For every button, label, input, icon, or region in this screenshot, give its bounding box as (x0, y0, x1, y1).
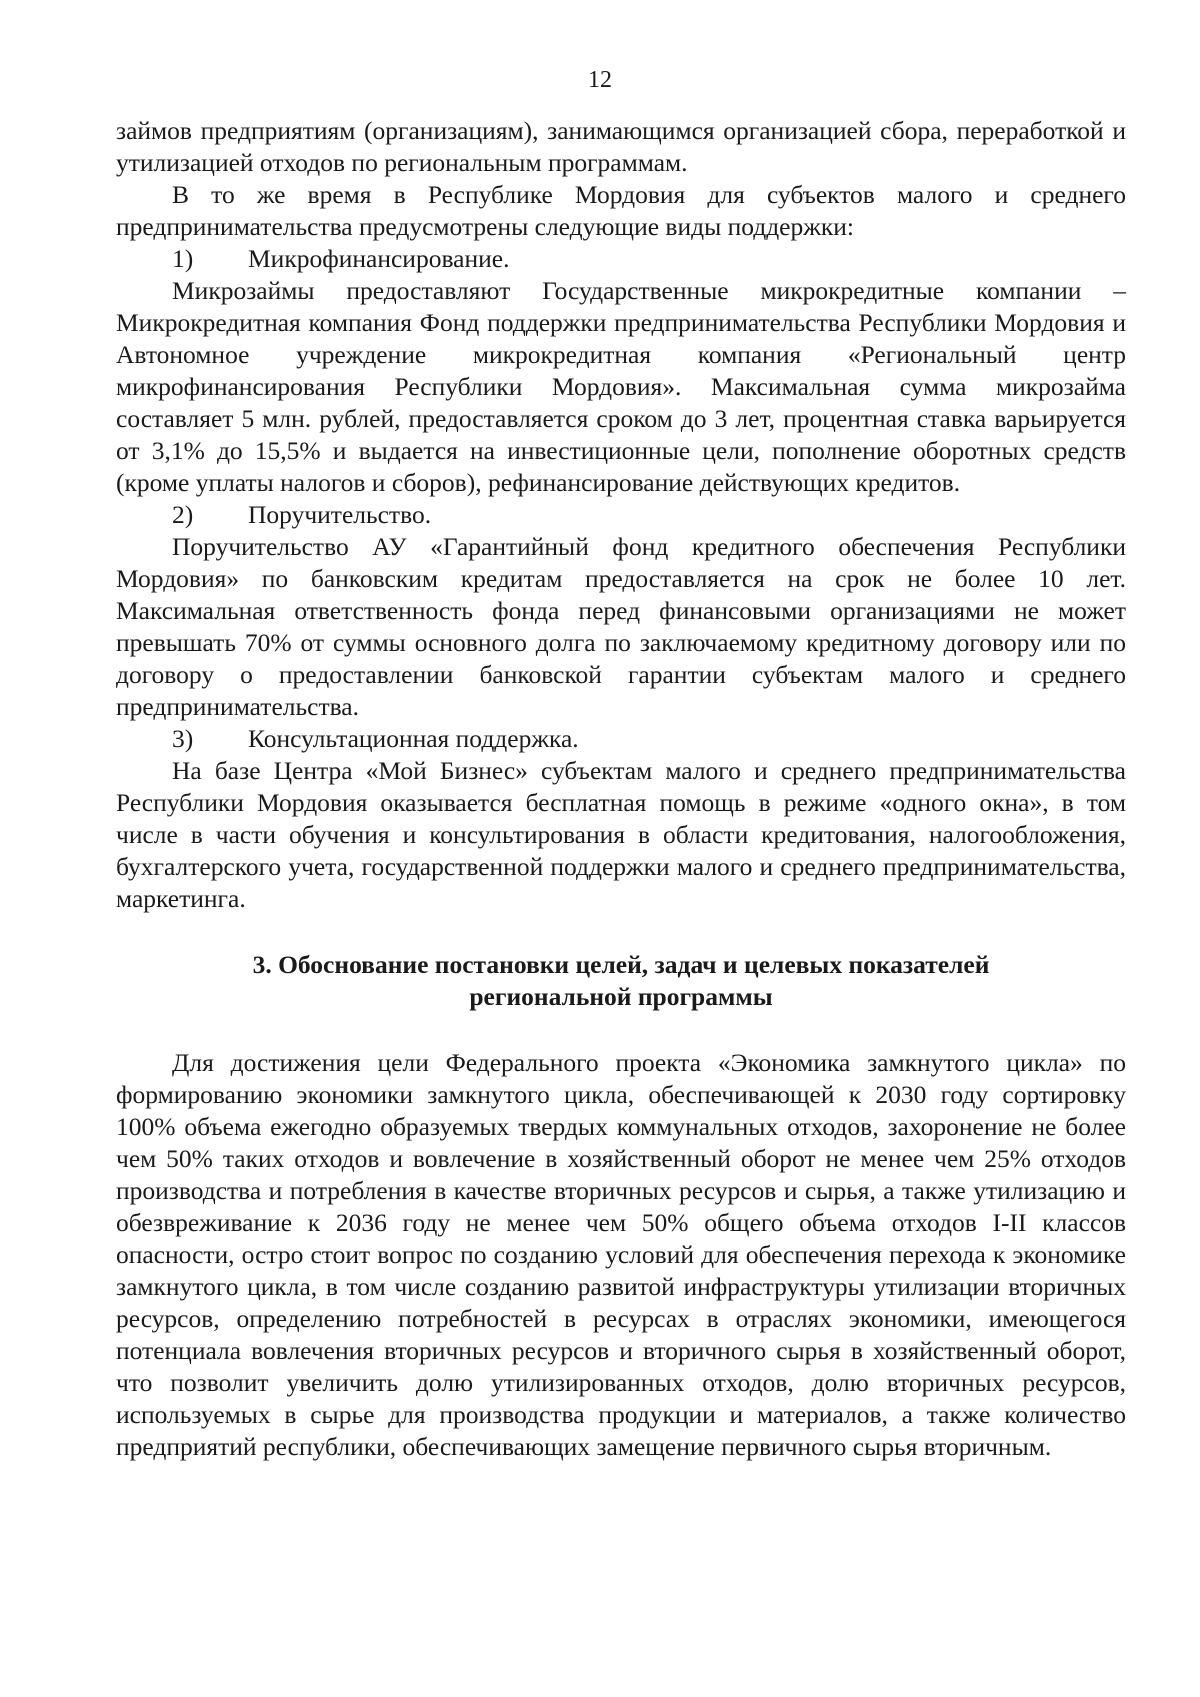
paragraph-support-intro: В то же время в Республике Мордовия для субъектов малого и среднего предпринимательства предусмотрены следующие виды поддержки: (116, 180, 1126, 241)
list-title: Поручительство. (248, 500, 432, 529)
support-item-1-header (116, 243, 1126, 275)
support-item-3-header (116, 723, 1126, 755)
list-number: 1) (172, 244, 194, 273)
list-title: Консультационная поддержка. (248, 724, 579, 753)
section-heading-line-1: 3. Обоснование постановки целей, задач и целевых показателей (252, 950, 990, 979)
paragraph-continuation: займов предприятиям (организациям), занимающимся организацией сбора, переработкой и утилизацией отходов по региональным программам. (116, 116, 1126, 177)
section-heading (116, 949, 1126, 1013)
support-item-2-header (116, 499, 1126, 531)
document-body (116, 115, 1126, 1463)
list-number: 3) (172, 724, 194, 753)
support-item-1-body: Микрозаймы предоставляют Государственные микрокредитные компании – Микрокредитная компания Фонд поддержки предпринимательства Республики Мордовия и Автономное учреждение микрокредитная компания «Региональный центр микрофинансирования Республики Мордовия». Максимальная сумма микрозайма составляет 5 млн. рублей, предоставляется сроком до 3 лет, процентная ставка варьируется от 3,1% до 15,5% и выдается на инвестиционные цели, пополнение оборотных средств (кроме уплаты налогов и сборов), рефинансирование действующих кредитов. (116, 276, 1126, 497)
section-heading-line-2: региональной программы (469, 982, 773, 1011)
support-item-2-body: Поручительство АУ «Гарантийный фонд кредитного обеспечения Республики Мордовия» по банковским кредитам предоставляется на срок не более 10 лет. Максимальная ответственность фонда перед финансовыми организациями не может превышать 70% от суммы основного долга по заключаемому кредитному договору или по договору о предоставлении банковской гарантии субъектам малого и среднего предпринимательства. (116, 532, 1126, 721)
list-title: Микрофинансирование. (248, 244, 510, 273)
page-number: 12 (588, 67, 612, 93)
section-body-paragraph: Для достижения цели Федерального проекта «Экономика замкнутого цикла» по формированию экономики замкнутого цикла, обеспечивающей к 2030 году сортировку 100% объема ежегодно образуемых твердых коммунальных отходов, захоронение не более чем 50% таких отходов и вовлечение в хозяйственный оборот не менее чем 25% отходов производства и потребления в качестве вторичных ресурсов и сырья, а также утилизацию и обезвреживание к 2036 году не менее чем 50% общего объема отходов I-II классов опасности, остро стоит вопрос по созданию условий для обеспечения перехода к экономике замкнутого цикла, в том числе созданию развитой инфраструктуры утилизации вторичных ресурсов, определению потребностей в ресурсах в отраслях экономики, имеющегося потенциала вовлечения вторичных ресурсов и вторичного сырья в хозяйственный оборот, что позволит увеличить долю утилизированных отходов, долю вторичных ресурсов, используемых в сырье для производства продукции и материалов, а также количество предприятий республики, обеспечивающих замещение первичного сырья вторичным. (116, 1048, 1126, 1461)
support-item-3-body: На базе Центра «Мой Бизнес» субъектам малого и среднего предпринимательства Республики Мордовия оказывается бесплатная помощь в режиме «одного окна», в том числе в части обучения и консультирования в области кредитования, налогообложения, бухгалтерского учета, государственной поддержки малого и среднего предпринимательства, маркетинга. (116, 756, 1126, 913)
list-number: 2) (172, 500, 194, 529)
